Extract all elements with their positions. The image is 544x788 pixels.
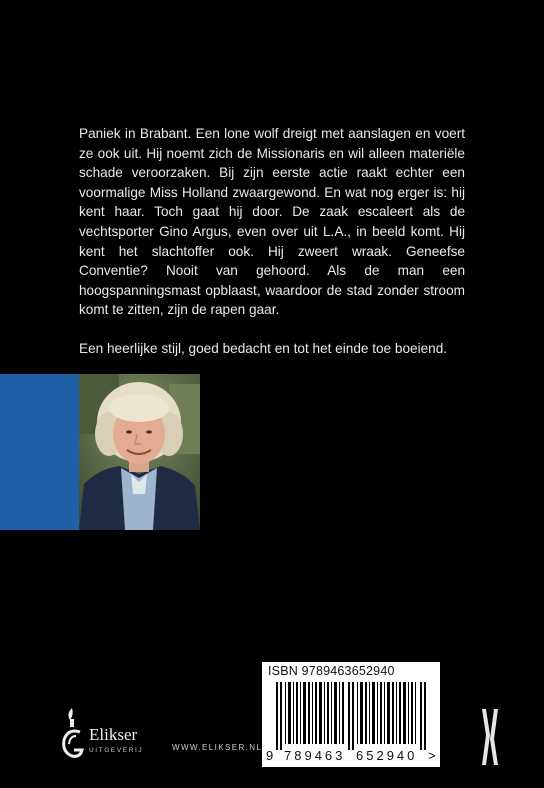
isbn-barcode (262, 662, 440, 767)
barcode-digit-lead: 9 (266, 748, 274, 763)
barcode-digit-group-2: 652940 (356, 748, 418, 763)
author-photo (79, 374, 200, 530)
elikser-logo-icon (56, 706, 88, 766)
publisher-logo (56, 706, 166, 766)
blurb-paragraph-2: Een heerlijke stijl, goed bedacht en tot het einde toe boeiend. (79, 340, 448, 356)
barcode-bars (262, 662, 440, 750)
publisher-website: WWW.ELIKSER.NL (172, 743, 263, 752)
isbn-label: ISBN 9789463652940 (268, 664, 395, 678)
author-portrait-icon (79, 374, 200, 530)
blurb-paragraph-1: Paniek in Brabant. Een lone wolf dreigt met aanslagen en voert ze ook uit. Hij noemt zich de Missionaris en wil alleen materiële schade veroorzaken. Bij zijn eerste actie raakt echter een voormalige Miss Holland zwaargewond. En wat nog erger is: hij kent haar. Toch gaat hij door. De zaak escaleert als de vechtsporter Gino Argus, even over uit L.A., in beeld komt. Hij kent het slachtoffer ook. Hij zweert wraak. Geneefse Conventie? Nooit van gehoord. Als de man een hoogspanningsmast opblaast, waardoor de stad zonder stroom komt te zitten, zijn de rapen gaar. (79, 126, 465, 318)
publisher-subtitle: UITGEVERIJ (89, 747, 144, 754)
hourglass-logo-icon (476, 707, 504, 767)
barcode-digit-tail: > (428, 748, 436, 763)
blue-accent-band (0, 374, 79, 530)
barcode-digit-group-1: 789463 (284, 748, 346, 763)
back-cover-blurb (79, 124, 465, 359)
publisher-name: Elikser (89, 725, 138, 744)
